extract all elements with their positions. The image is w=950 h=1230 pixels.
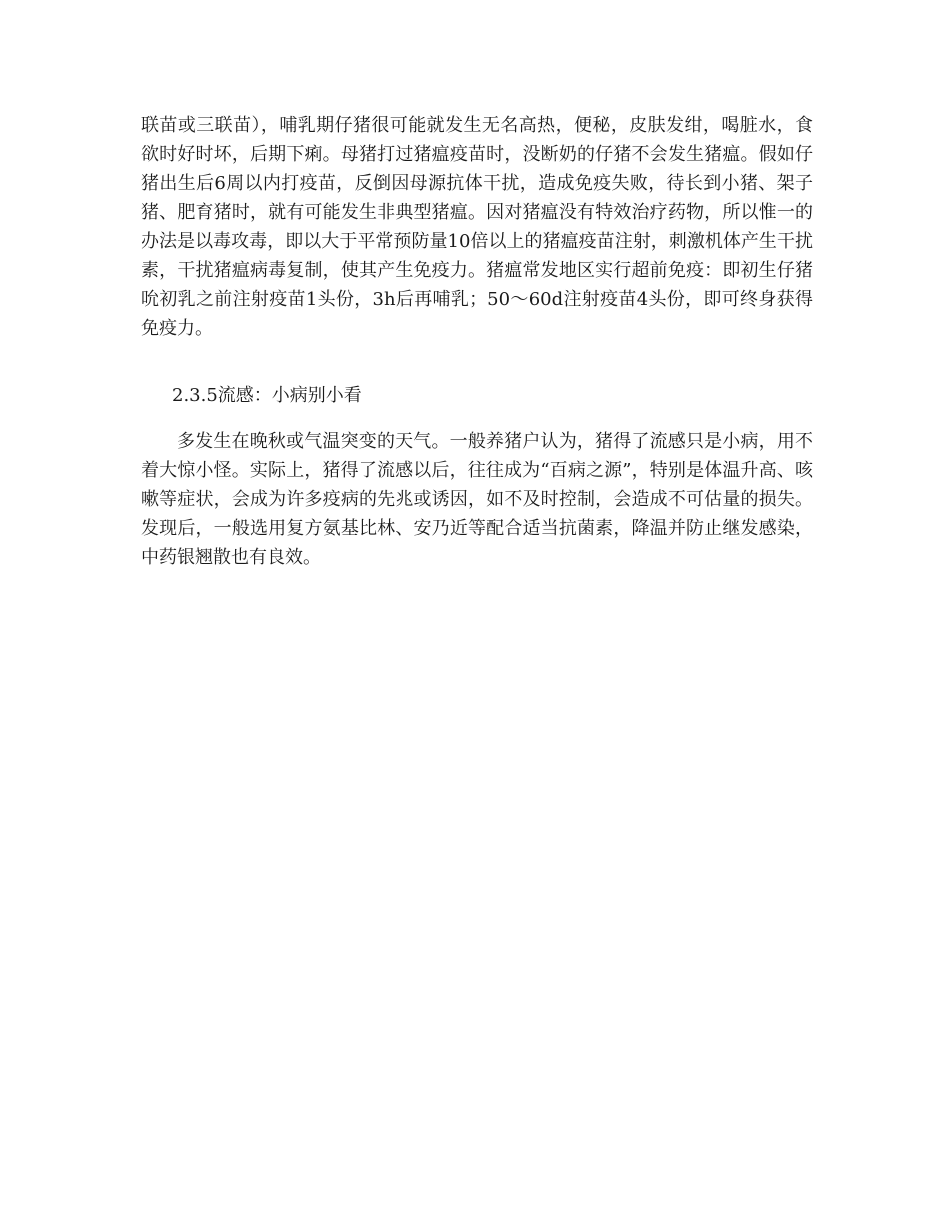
section-heading-influenza: 2.3.5流感：小病别小看	[172, 385, 362, 406]
body-paragraph-influenza: 多发生在晚秋或气温突变的天气。一般养猪户认为，猪得了流感只是小病，用不着大惊小怪。实际上，猪得了流感以后，往往成为“百病之源”，特别是体温升高、咳嗽等症状，会成为许多疫病的先兆或诱因，如不及时控制，会造成不可估量的损失。发现后，一般选用复方氨基比林、安乃近等配合适当抗菌素，降温并防止继发感染，中药银翘散也有良效。	[141, 431, 813, 568]
body-paragraph-swine-fever: 联苗或三联苗），哺乳期仔猪很可能就发生无名高热，便秘，皮肤发绀，喝脏水，食欲时好时坏，后期下痢。母猪打过猪瘟疫苗时，没断奶的仔猪不会发生猪瘟。假如仔猪出生后6周以内打疫苗，反倒因母源抗体干扰，造成免疫失败，待长到小猪、架子猪、肥育猪时，就有可能发生非典型猪瘟。因对猪瘟没有特效治疗药物，所以惟一的办法是以毒攻毒，即以大于平常预防量10倍以上的猪瘟疫苗注射，刺激机体产生干扰素，干扰猪瘟病毒复制，使其产生免疫力。猪瘟常发地区实行超前免疫：即初生仔猪吮初乳之前注射疫苗1头份，3h后再哺乳；50～60d注射疫苗4头份，即可终身获得免疫力。	[141, 115, 813, 339]
